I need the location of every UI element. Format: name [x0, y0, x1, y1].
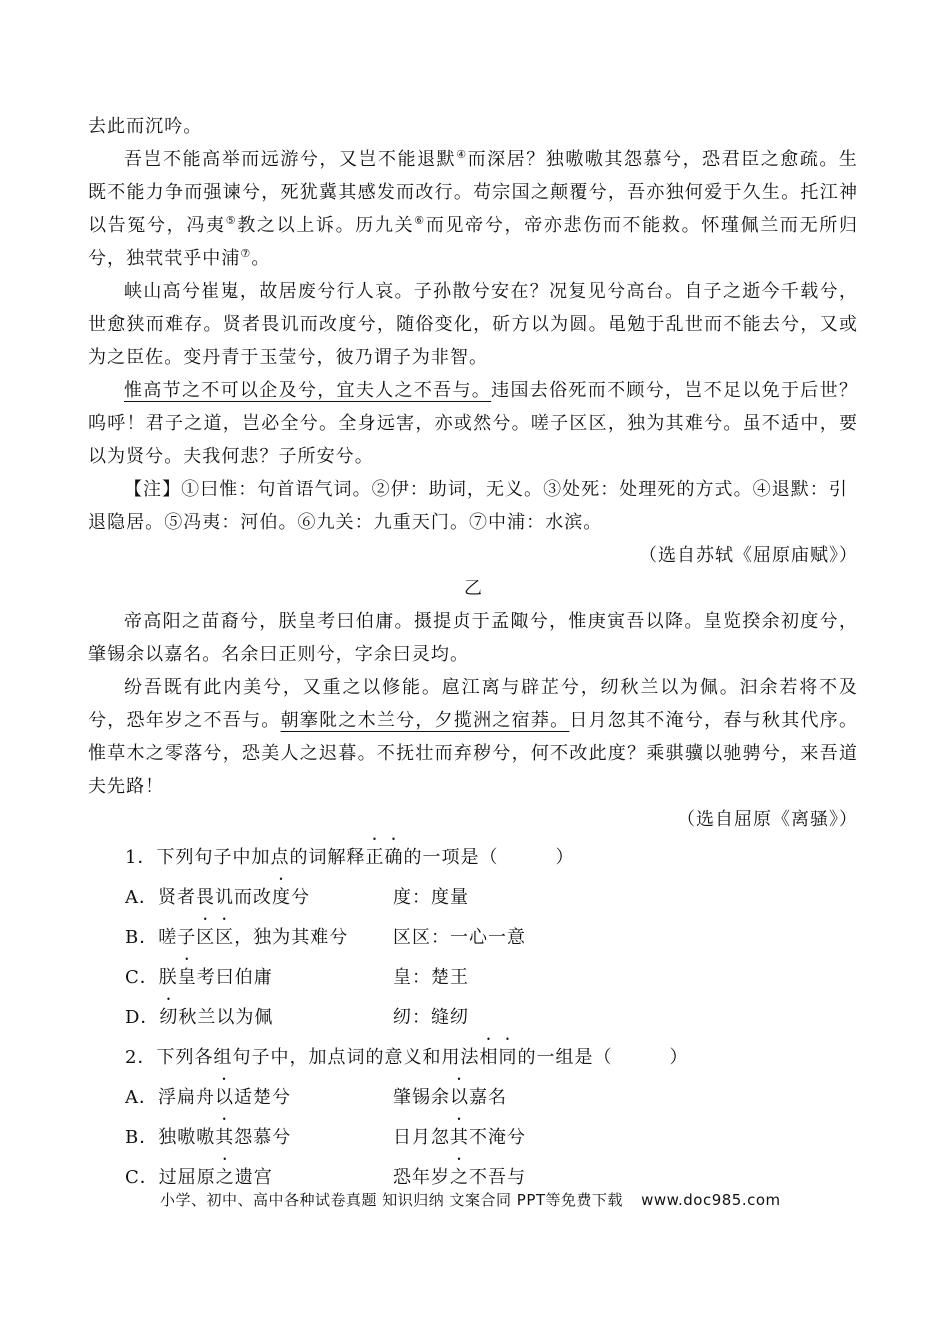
- text-segment: 而深居？独嗷嗷其怨慕兮，恐君臣之愈疏。生既不能力争而强谏兮，死犹冀其感发而改行。苟宗国之颠覆兮，吾亦独何爱于久生。托江神以告冤兮，冯夷: [88, 149, 858, 236]
- passage-jia-paragraph-4: [88, 374, 858, 473]
- dotted-char: 之: [450, 1167, 469, 1188]
- text-segment: 2．下列各组句子中，加点词的意义和用法: [125, 1047, 480, 1068]
- passage-yi-paragraph-1: 帝高阳之苗裔兮，朕皇考曰伯庸。摄提贞于孟陬兮，惟庚寅吾以降。皇览揆余初度兮，肇锡余以嘉名。名余曰正则兮，字余曰灵均。: [88, 611, 858, 665]
- section-heading-yi: 乙: [464, 578, 482, 599]
- source-citation-jia: （选自苏轼《屈原庙赋》）: [639, 545, 858, 566]
- option-sentence-right: [393, 1118, 526, 1158]
- text-segment: 教之以上诉。历九关: [237, 215, 415, 236]
- text-segment: C．朕: [125, 967, 178, 988]
- text-segment: 。: [251, 248, 271, 269]
- option-explanation: 纫：缝纫: [393, 1007, 469, 1028]
- text-segment: 肇锡余: [393, 1087, 450, 1108]
- text-segment: 适楚兮: [234, 1087, 291, 1108]
- text-segment: ）: [555, 847, 575, 868]
- question-1-stem: [88, 838, 858, 878]
- annotation-notes-cont: 退隐居。⑤冯夷：河伯。⑥九关：九重天门。⑦中浦：水滨。: [88, 512, 603, 533]
- text-segment: 1．下列句子中加点的词解释: [125, 847, 366, 868]
- question-1-option-b: [88, 918, 858, 958]
- dotted-char: 度: [272, 887, 291, 908]
- answer-blank[interactable]: [498, 847, 555, 868]
- note-mark-7: ⑦: [240, 247, 252, 260]
- text-segment: D．: [125, 1007, 160, 1028]
- dotted-char: 纫: [159, 1007, 179, 1028]
- passage-jia-paragraph-2: [88, 143, 858, 275]
- option-sentence: [125, 958, 393, 998]
- question-2-option-b: [88, 1118, 858, 1158]
- text-segment: 违国去俗死而不顾兮，岂不足以免于后世？呜呼！君子之道，岂必全兮。全身远害，亦或然兮。嗟子区区，独为其难兮。虽不适中，要以为贤兮。夫我何悲？子所安兮。: [88, 380, 858, 467]
- footer-text: 小学、初中、高中各种试卷真题 知识归纳 文案合同 PPT等免费下载: [160, 1191, 624, 1209]
- text-segment: 恐年岁: [393, 1167, 450, 1188]
- option-sentence-right: [393, 1078, 507, 1118]
- text-segment: 考曰伯庸: [196, 967, 273, 988]
- text-segment: 的一组是（: [517, 1047, 613, 1068]
- question-1-option-c: [88, 958, 858, 998]
- question-1-option-d: [88, 998, 858, 1038]
- note-mark-4: ④: [456, 148, 468, 161]
- text-segment: 吾岂不能高举而远游兮，又岂不能退默: [124, 149, 457, 170]
- text-segment: 日月忽其不淹兮，春与秋其代序。惟草木之零落兮，恐美人之迟暮。不抚壮而弃秽兮，何不改此度？乘骐骥以驰骋兮，来吾道夫先路！: [88, 710, 859, 797]
- text-segment: A．贤者畏讥而改: [125, 887, 272, 908]
- text-segment: B．独嗷嗷: [125, 1127, 216, 1148]
- dotted-char: 区: [196, 927, 216, 948]
- text-segment: 兮: [291, 887, 310, 908]
- dotted-char: 相: [479, 1047, 499, 1068]
- option-explanation: 区区：一心一意: [393, 927, 526, 948]
- document-page: [88, 110, 858, 1198]
- page-footer: [160, 1188, 781, 1212]
- dotted-char: 以: [450, 1087, 469, 1108]
- text-segment: 嘉名: [469, 1087, 507, 1108]
- option-sentence-left: [125, 1078, 393, 1118]
- text-segment: ，独为其难兮: [234, 927, 349, 948]
- text-segment: 遗宫: [234, 1167, 273, 1188]
- question-2-option-a: [88, 1078, 858, 1118]
- option-sentence: [125, 878, 393, 918]
- option-sentence: [125, 918, 393, 958]
- text-segment: 纷吾既有此内美兮，又重之以修能。扈江离与辟芷兮，纫秋兰以为佩。汩余若将不及兮，恐年岁之不吾与。: [88, 677, 858, 731]
- underlined-sentence: 朝搴阰之木兰兮，夕揽洲之宿莽。: [280, 710, 570, 731]
- passage-yi-paragraph-2: [88, 671, 858, 803]
- text-segment: A．浮扁舟: [125, 1087, 215, 1108]
- passage-jia-paragraph-3: 峡山高兮崔嵬，故居废兮行人哀。子孙散兮安在？况复见兮高台。自子之逝今千载兮，世愈狭而难存。贤者畏讥而改度兮，随俗变化，斫方以为圆。黾勉于乱世而不能去兮，又或为之臣佐。变丹青于玉莹兮，彼乃谓子为非智。: [88, 281, 858, 368]
- question-1-option-a: [88, 878, 858, 918]
- note-mark-6: ⑥: [414, 214, 426, 227]
- option-sentence: [125, 998, 393, 1038]
- question-2-stem: [88, 1038, 858, 1078]
- dotted-char: 其: [450, 1127, 469, 1148]
- footer-url[interactable]: www.doc985.com: [641, 1191, 781, 1209]
- text-segment: B．嗟子: [125, 927, 197, 948]
- option-explanation: 皇：楚王: [393, 967, 469, 988]
- text-segment: 秋兰以为佩: [178, 1007, 274, 1028]
- text-segment: 的一项是（: [403, 847, 499, 868]
- note-line: 【注】①曰惟：句首语气词。②伊：助词，无义。③处死：处理死的方式。④退默：引: [124, 479, 848, 500]
- passage-jia-first-line: 去此而沉吟。: [88, 116, 203, 137]
- option-sentence-left: [125, 1118, 393, 1158]
- text-segment: C．过屈原: [125, 1167, 216, 1188]
- underlined-sentence: 惟高节之不可以企及兮，宜夫人之不吾与。: [124, 380, 492, 401]
- dotted-char: 区: [215, 927, 235, 948]
- dotted-char: 同: [498, 1047, 518, 1068]
- option-explanation: 度：度量: [393, 887, 469, 908]
- text-segment: 怨慕兮: [234, 1127, 292, 1148]
- text-segment: ）: [669, 1047, 689, 1068]
- text-segment: 不吾与: [469, 1167, 526, 1188]
- dotted-char: 以: [215, 1087, 234, 1108]
- text-segment: 不淹兮: [469, 1127, 526, 1148]
- dotted-char: 皇: [177, 967, 197, 988]
- dotted-char: 之: [215, 1167, 235, 1188]
- annotation-notes: [88, 473, 858, 506]
- answer-blank[interactable]: [612, 1047, 669, 1068]
- dotted-char: 正: [365, 847, 385, 868]
- text-segment: 日月忽: [393, 1127, 450, 1148]
- text-segment: 而见帝兮，帝亦悲伤而不能救。怀瑾佩兰而无所归兮，独茕茕乎中浦: [88, 215, 858, 269]
- source-citation-yi: （选自屈原《离骚》）: [677, 809, 858, 830]
- note-mark-5: ⑤: [225, 214, 238, 227]
- dotted-char: 其: [215, 1127, 235, 1148]
- dotted-char: 确: [384, 847, 404, 868]
